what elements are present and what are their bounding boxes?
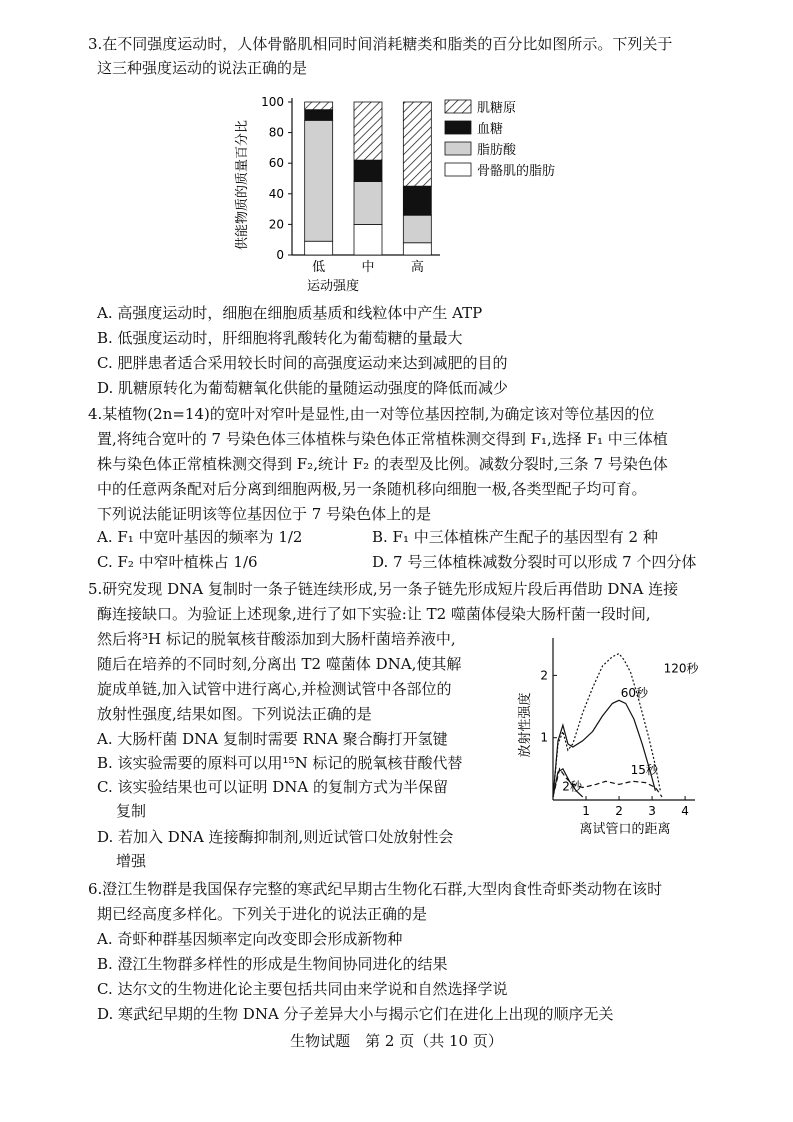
legend-label: 骨骼肌的脂肪 xyxy=(477,164,556,179)
page-footer: 生物试题 第 2 页（共 10 页） xyxy=(290,1032,503,1050)
x-tick-label: 中 xyxy=(361,260,375,275)
bar-segment xyxy=(305,120,333,241)
y-tick-label: 0 xyxy=(276,248,284,262)
legend-label: 肌糖原 xyxy=(477,101,517,116)
q6-option-d: D. 寒武纪早期的生物 DNA 分子差异大小与揭示它们在进化上出现的顺序无关 xyxy=(97,1005,614,1023)
q5-option-a: A. 大肠杆菌 DNA 复制时需要 RNA 聚合酶打开氢键 xyxy=(97,730,448,748)
q6-option-b: B. 澄江生物群多样性的形成是生物间协同进化的结果 xyxy=(97,955,448,973)
y-tick-label: 1 xyxy=(540,730,548,745)
y-axis-label: 放射性强度 xyxy=(518,692,533,758)
q4-option-b: B. F₁ 中三体植株产生配子的基因型有 2 种 xyxy=(372,528,658,546)
legend-label: 血糖 xyxy=(477,122,504,137)
q4-option-a: A. F₁ 中宽叶基因的频率为 1/2 xyxy=(97,528,303,546)
series-label: 120秒 xyxy=(663,661,699,676)
x-tick-label: 2 xyxy=(615,804,623,818)
x-tick-label: 4 xyxy=(681,804,689,818)
q5-option-b: B. 该实验需要的原料可以用¹⁵N 标记的脱氧核苷酸代替 xyxy=(97,754,463,772)
q5-stem-line-1: 5.研究发现 DNA 复制时一条子链连续形成,另一条子链先形成短片段后再借助 DNA 连接 xyxy=(88,580,679,598)
q6-option-a: A. 奇虾种群基因频率定向改变即会形成新物种 xyxy=(97,930,403,948)
q5-radioactivity-chart xyxy=(515,630,715,840)
x-axis-label: 运动强度 xyxy=(306,279,360,294)
y-tick-label: 60 xyxy=(268,156,284,171)
bar-segment xyxy=(403,215,431,243)
bar-segment xyxy=(403,102,431,186)
q5-stem-line-5: 旋成单链,加入试管中进行离心,并检测试管中各部位的 xyxy=(97,680,452,698)
bar-segment xyxy=(354,182,382,225)
series-label: 2秒 xyxy=(562,779,582,794)
y-tick-label: 40 xyxy=(268,186,284,201)
legend-swatch xyxy=(445,121,471,134)
bar-segment xyxy=(403,243,431,255)
q4-stem-line-1: 4.某植物(2n=14)的宽叶对窄叶是显性,由一对等位基因控制,为确定该对等位基因的位 xyxy=(88,405,655,423)
bar-segment xyxy=(354,102,382,160)
q3-stem-line-2: 这三种强度运动的说法正确的是 xyxy=(97,59,308,77)
q5-option-c: C. 该实验结果也可以证明 DNA 的复制方式为半保留 xyxy=(97,778,449,796)
y-tick-label: 20 xyxy=(268,217,284,232)
bar-segment xyxy=(305,110,333,121)
q3-option-a: A. 高强度运动时，细胞在细胞质基质和线粒体中产生 ATP xyxy=(97,304,483,322)
y-tick-label: 80 xyxy=(268,125,284,140)
series-label: 60秒 xyxy=(620,686,648,701)
q3-option-c: C. 肥胖患者适合采用较长时间的高强度运动来达到减肥的目的 xyxy=(97,354,508,372)
bar-segment xyxy=(354,224,382,255)
x-tick-label: 3 xyxy=(648,804,656,818)
q4-stem-line-3: 株与染色体正常植株测交得到 F₂,统计 F₂ 的表型及比例。减数分裂时,三条 7 号染色体 xyxy=(97,455,668,473)
q4-stem-line-4: 中的任意两条配对后分离到细胞两极,另一条随机移向细胞一极,各类型配子均可育。 xyxy=(97,480,647,498)
q5-option-d: D. 若加入 DNA 连接酶抑制剂,则近试管口处放射性会 xyxy=(97,828,454,846)
y-tick-label: 100 xyxy=(261,95,284,109)
q3-option-b: B. 低强度运动时，肝细胞将乳酸转化为葡萄糖的量最大 xyxy=(97,329,463,347)
q5-stem-line-2: 酶连接缺口。为验证上述现象,进行了如下实验:让 T2 噬菌体侵染大肠杆菌一段时间, xyxy=(97,605,651,623)
q5-option-d-cont: 增强 xyxy=(116,852,147,870)
q4-option-d: D. 7 号三体植株减数分裂时可以形成 7 个四分体 xyxy=(372,553,697,571)
series-label: 15秒 xyxy=(630,762,658,777)
q5-option-c-cont: 复制 xyxy=(116,802,147,820)
q4-stem-line-5: 下列说法能证明该等位基因位于 7 号染色体上的是 xyxy=(97,505,432,523)
bar-segment xyxy=(305,102,333,110)
legend-label: 脂肪酸 xyxy=(477,143,517,158)
q6-stem-line-2: 期已经高度多样化。下列关于进化的说法正确的是 xyxy=(97,905,428,923)
legend-swatch xyxy=(445,100,471,113)
x-tick-label: 高 xyxy=(410,260,424,275)
y-tick-label: 2 xyxy=(540,668,548,683)
bar-segment xyxy=(305,241,333,255)
q3-stacked-bar-chart xyxy=(230,90,580,302)
x-tick-label: 1 xyxy=(582,804,590,818)
q6-stem-line-1: 6.澄江生物群是我国保存完整的寒武纪早期古生物化石群,大型肉食性奇虾类动物在该时 xyxy=(88,880,663,898)
legend-swatch xyxy=(445,142,471,155)
q3-option-d: D. 肌糖原转化为葡萄糖氧化供能的量随运动强度的降低而减少 xyxy=(97,379,509,397)
q4-stem-line-2: 置,将纯合宽叶的 7 号染色体三体植株与染色体正常植株测交得到 F₁,选择 F₁ 中三体植 xyxy=(97,430,668,448)
q5-stem-line-4: 随后在培养的不同时刻,分离出 T2 噬菌体 DNA,使其解 xyxy=(97,655,462,673)
x-axis-label: 离试管口的距离 xyxy=(579,822,671,837)
x-tick-label: 低 xyxy=(312,260,326,275)
bar-segment xyxy=(354,160,382,181)
q6-option-c: C. 达尔文的生物进化论主要包括共同由来学说和自然选择学说 xyxy=(97,980,508,998)
q4-option-c: C. F₂ 中窄叶植株占 1/6 xyxy=(97,553,258,571)
y-axis-label: 供能物质的质量百分比 xyxy=(235,119,250,251)
bar-segment xyxy=(403,186,431,215)
q5-stem-line-3: 然后将³H 标记的脱氧核苷酸添加到大肠杆菌培养液中, xyxy=(97,630,456,648)
q5-stem-line-6: 放射性强度,结果如图。下列说法正确的是 xyxy=(97,705,372,723)
q3-stem-line-1: 3.在不同强度运动时，人体骨骼肌相同时间消耗糖类和脂类的百分比如图所示。下列关于 xyxy=(88,35,673,53)
legend-swatch xyxy=(445,163,471,176)
